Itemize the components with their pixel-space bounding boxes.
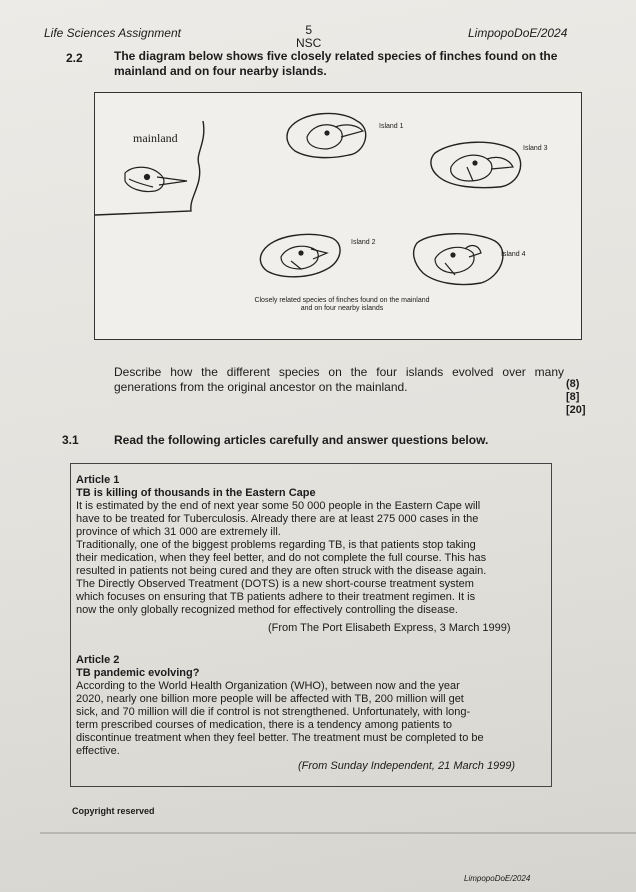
article-1-line: It is estimated by the end of next year some 50 000 people in the Eastern Cape will — [76, 500, 481, 512]
copyright-notice: Copyright reserved — [72, 806, 155, 816]
diagram-caption-line-2: and on four nearby islands — [300, 305, 384, 312]
article-1-line: resulted in patients not being cured and they are often struck with the disease again. — [76, 565, 487, 577]
question-2-2-instruction: Describe how the different species on the four islands evolved over many generations from the original ancestor on the mainland. — [114, 365, 564, 394]
article-2-line: 2020, nearly one billion more people will be affected with TB, 200 million will get — [76, 693, 464, 705]
island-4-finch-icon — [435, 246, 481, 275]
question-2-2-text: The diagram below shows five closely related species of finches found on the mainland and on four nearby islands. — [114, 49, 558, 78]
article-1-line: now the only globally recognized method for effectively controlling the disease. — [76, 604, 458, 616]
page-number: 5 — [305, 23, 313, 37]
island-4-label: Island 4 — [501, 251, 526, 258]
header-nsc: NSC — [296, 36, 322, 50]
island-2-finch-icon — [281, 246, 327, 269]
article-1-line: have to be treated for Tuberculosis. Already there are at least 275 000 cases in the — [76, 513, 479, 525]
question-3-1-text: Read the following articles carefully and answer questions below. — [114, 433, 489, 447]
mainland-finch-icon — [125, 167, 187, 191]
header-subject: Life Sciences Assignment — [44, 26, 181, 40]
article-2-source: (From Sunday Independent, 21 March 1999) — [298, 760, 516, 772]
article-2-line: sick, and 70 million will die if control is not strengthened. Unfortunately, with long- — [76, 706, 471, 718]
article-2 — [76, 654, 546, 758]
article-1-line: The Directly Observed Treatment (DOTS) is a new short-course treatment system — [76, 578, 474, 590]
article-2-heading: Article 2 — [76, 654, 120, 666]
island-3-label: Island 3 — [523, 145, 548, 152]
island-1-finch-icon — [307, 125, 363, 149]
finch-diagram — [94, 92, 582, 340]
question-marks: (8) — [566, 378, 580, 390]
article-1-line: their medication, when they feel better, and do not complete the full course. This has — [76, 552, 487, 564]
header-page-info — [296, 24, 321, 50]
article-2-line: discontinue treatment when they feel better. The treatment must be completed to be — [76, 732, 484, 744]
footer-source: LimpopoDoE/2024 — [464, 874, 531, 883]
diagram-caption-line-1: Closely related species of finches found on the mainland — [254, 297, 430, 304]
island-2-outline — [260, 234, 340, 276]
island-1-outline — [287, 113, 366, 157]
total-marks: [20] — [566, 404, 586, 416]
section-marks: [8] — [566, 391, 580, 403]
article-1-line: Traditionally, one of the biggest problems regarding TB, is that patients stop taking — [76, 539, 476, 551]
page-divider — [40, 832, 636, 834]
island-4-outline — [414, 234, 503, 285]
question-2-2-number: 2.2 — [66, 51, 83, 65]
island-1-label: Island 1 — [379, 123, 404, 130]
article-1 — [76, 474, 546, 617]
article-2-line: term prescribed courses of medication, there is a tendency among patients to — [76, 719, 453, 731]
island-2-label: Island 2 — [351, 239, 376, 246]
article-1-source: (From The Port Elisabeth Express, 3 March 1999) — [268, 622, 511, 634]
article-1-line: which focuses on ensuring that TB patients adhere to their treatment regimen. It is — [76, 591, 476, 603]
header-source: LimpopoDoE/2024 — [468, 26, 568, 40]
article-1-title: TB is killing of thousands in the Eastern Cape — [76, 487, 316, 499]
article-1-line: province of which 31 000 are extremely ill. — [76, 526, 281, 538]
island-3-finch-icon — [451, 155, 513, 181]
article-2-line: effective. — [76, 745, 120, 757]
mainland-label: mainland — [133, 131, 178, 145]
diagram-caption — [217, 297, 467, 313]
question-3-1-number: 3.1 — [62, 433, 79, 447]
article-2-title: TB pandemic evolving? — [76, 667, 200, 679]
article-2-line: According to the World Health Organization (WHO), between now and the year — [76, 680, 460, 692]
article-1-heading: Article 1 — [76, 474, 120, 486]
